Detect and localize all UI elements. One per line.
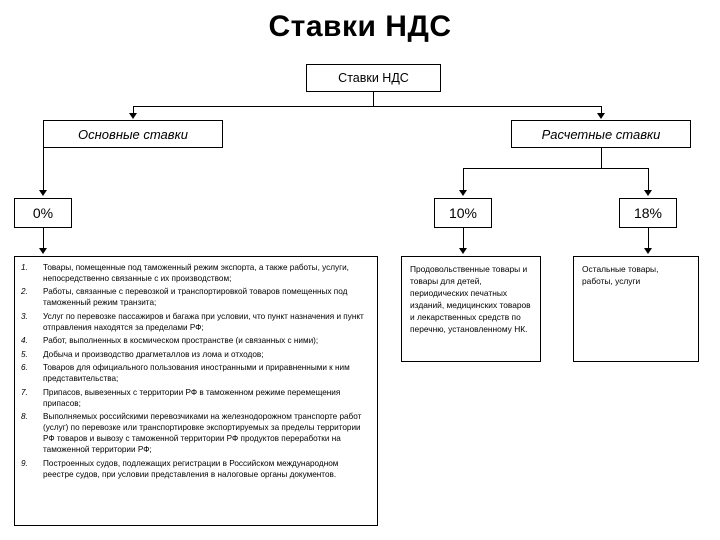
list-item-text: Добыча и производство драгметаллов из лома и отходов;: [43, 349, 264, 359]
eighteen-rate-text: Остальные товары, работы, услуги: [582, 264, 659, 286]
arrow-ten-to-panel: [459, 248, 467, 254]
node-main-rates-label: Основные ставки: [78, 126, 188, 142]
list-item-number: 8.: [21, 412, 28, 422]
zero-rate-list: [21, 263, 370, 481]
list-item: [21, 312, 370, 334]
arrow-to-rate-eighteen: [644, 190, 652, 196]
node-rate-18-label: 18%: [633, 205, 663, 221]
list-item: [21, 388, 370, 410]
node-calc-rates: [511, 120, 691, 148]
list-item-text: Припасов, вывезенных с территории РФ в таможенном режиме перемещения припасов;: [43, 387, 341, 408]
list-item-number: 7.: [21, 387, 28, 397]
list-item-number: 5.: [21, 349, 28, 359]
list-item-number: 3.: [21, 311, 28, 321]
connector-to-rate-ten: [463, 168, 464, 190]
arrow-zero-to-panel: [39, 248, 47, 254]
arrow-to-rate-ten: [459, 190, 467, 196]
node-rate-0: [14, 198, 72, 228]
node-rate-0-label: 0%: [32, 205, 54, 221]
panel-rate-18-details: [573, 256, 699, 362]
node-rate-18: [619, 198, 677, 228]
list-item: [21, 287, 370, 309]
connector-bus-rates: [463, 168, 649, 169]
list-item: [21, 459, 370, 481]
list-item: [21, 412, 370, 456]
connector-ten-to-panel: [463, 228, 464, 248]
list-item-text: Товары, помещенные под таможенный режим экспорта, а также работы, услуги, непосредственно связанные с их производством;: [43, 263, 349, 283]
list-item-text: Работы, связанные с перевозкой и транспортировкой товаров помещенных под таможенный режим транзита;: [43, 287, 348, 308]
arrow-to-rate-zero: [39, 190, 47, 196]
list-item-number: 1.: [21, 263, 28, 272]
list-item-text: Услуг по перевозке пассажиров и багажа при условии, что пункт назначения и пункт отправления находятся за пределами РФ;: [43, 311, 364, 332]
node-main-rates: [43, 120, 223, 148]
list-item-text: Товаров для официального пользования иностранными и приравненными к ним представительства;: [43, 363, 350, 384]
arrow-to-calc-rates: [597, 113, 605, 119]
node-root: [306, 64, 441, 92]
connector-bus-level2: [133, 106, 601, 107]
list-item-number: 4.: [21, 336, 28, 346]
node-rate-10-label: 10%: [448, 205, 478, 221]
connector-zero-to-panel: [43, 228, 44, 248]
panel-rate-10-details: [401, 256, 541, 362]
connector-main-to-zero: [43, 148, 44, 190]
page-title: Ставки НДС: [268, 10, 452, 43]
list-item: [21, 350, 370, 361]
node-calc-rates-label: Расчетные ставки: [541, 126, 661, 142]
arrow-to-main-rates: [129, 113, 137, 119]
node-root-label: Ставки НДС: [338, 71, 409, 85]
ten-rate-text: Продовольственные товары и товары для детей, периодических печатных изданий, медицинских товаров и лекарственных средств по перечню, установленному НК.: [410, 264, 531, 334]
connector-to-rate-eighteen: [648, 168, 649, 190]
connector-root-down: [373, 92, 374, 106]
list-item-number: 6.: [21, 363, 28, 373]
connector-calc-down: [601, 148, 602, 168]
arrow-eighteen-to-panel: [644, 248, 652, 254]
connector-eighteen-to-panel: [648, 228, 649, 248]
list-item: [21, 363, 370, 385]
node-rate-10: [434, 198, 492, 228]
list-item-text: Выполняемых российскими перевозчиками на железнодорожном транспорте работ (услуг) по перевозке или транспортировке экспортируемых за пределы территории РФ товаров и вывозу с таможенной территории РФ продуктов переработки на таможенной территории РФ;: [43, 412, 362, 455]
list-item-text: Построенных судов, подлежащих регистрации в Российском международном реестре судов, при условии представления в налоговые органы документов.: [43, 458, 339, 479]
list-item: [21, 263, 370, 285]
list-item-number: 2.: [21, 287, 28, 297]
list-item-number: 9.: [21, 458, 28, 468]
panel-rate-0-details: [14, 256, 378, 526]
list-item-text: Работ, выполненных в космическом пространстве (и связанных с ними);: [43, 336, 319, 346]
list-item: [21, 336, 370, 347]
